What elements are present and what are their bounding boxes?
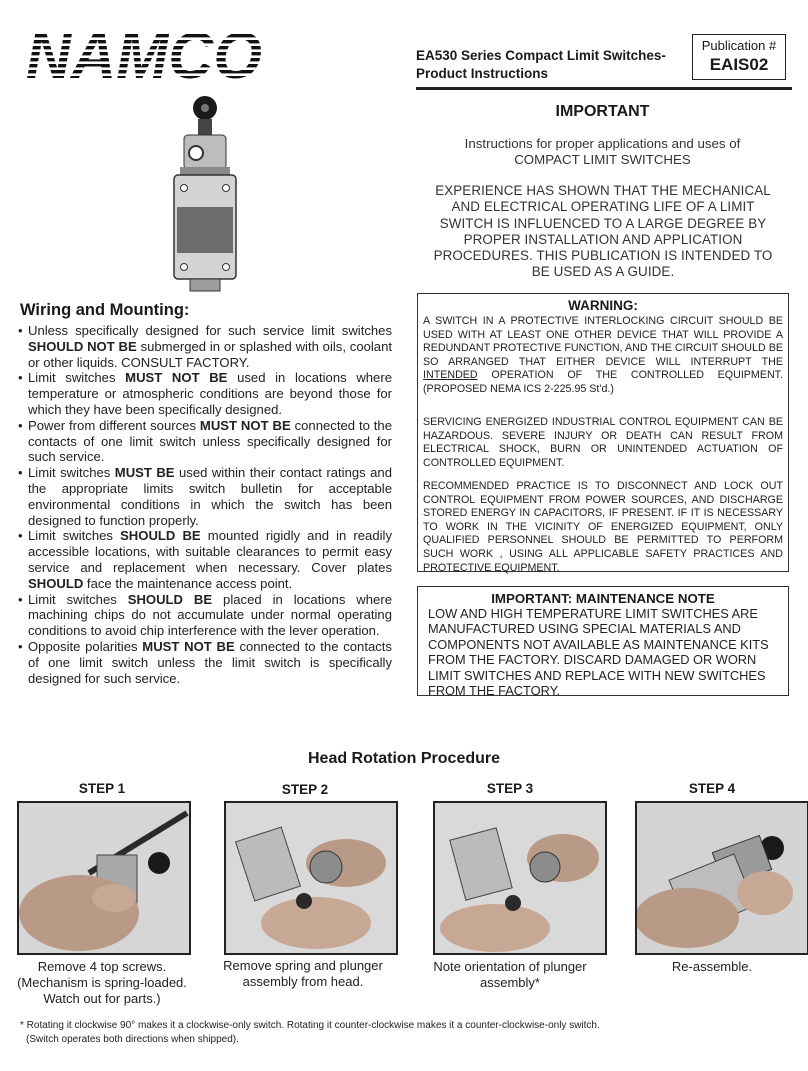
wiring-item: • Limit switches SHOULD BE mounted rigidly and in readily accessible locations, with suitable clearances to permit easy service and replacement when necessary. Cover plates SHOULD face the maintenance access point.	[18, 528, 392, 591]
wiring-heading: Wiring and Mounting:	[20, 301, 190, 319]
statement-line: BE USED AS A GUIDE.	[531, 264, 675, 280]
statement-line: SWITCH IS INFLUENCED TO A LARGE DEGREE BY	[439, 215, 767, 231]
header-divider	[416, 87, 792, 90]
step-3-image	[435, 803, 605, 953]
intro-line: COMPACT LIMIT SWITCHES	[514, 152, 691, 167]
warning-box	[417, 293, 789, 572]
wiring-item: • Opposite polarities MUST NOT BE connected to the contacts of one limit switch unless the limit switch is specifically designed for such service.	[18, 638, 392, 686]
step-2-image	[226, 803, 396, 953]
wiring-item: • Limit switches SHOULD BE placed in locations where machining chips do not accumulate under normal operating conditions to avoid chip interference with the lever operation.	[18, 591, 392, 639]
step-2-caption: Remove spring and plunger assembly from head.	[223, 958, 383, 989]
step-2-title: STEP 2	[281, 782, 329, 797]
statement-line: PROPER INSTALLATION AND APPLICATION	[463, 231, 743, 247]
warning-paragraph: A SWITCH IN A PROTECTIVE INTERLOCKING CIRCUIT SHOULD BE USED WITH AT LEAST ONE OTHER DEVICE THAT WILL PROVIDE A REDUNDANT PROTECTIVE FUNCTION, AND THE CIRCUIT SHOULD BE SO ARRANGED THAT EITHER DEVICE WILL INTERRUPT THE INTENDED OPERATION OF THE CONTROLLED EQUIPMENT. (PROPOSED NEMA ICS 2-225.95 St'd.)	[423, 315, 783, 395]
rotation-heading: Head Rotation Procedure	[307, 750, 501, 767]
wiring-item: • Power from different sources MUST NOT BE connected to the contacts of one limit switch unless specifically designed for such service.	[18, 417, 392, 465]
step-4-title: STEP 4	[688, 781, 736, 796]
warning-paragraph: SERVICING ENERGIZED INDUSTRIAL CONTROL EQUIPMENT CAN BE HAZARDOUS. SEVERE INJURY OR DEATH CAN RESULT FROM ELECTRICAL SHOCK, BURN OR UNINTENDED ACTUATION OF CONTROLLED EQUIPMENT.	[423, 416, 783, 469]
wiring-item: • Limit switches MUST BE used within their contact ratings and the appropriate limits switch bulletin for acceptable environmental conditions in which the switch has been designed to function properly.	[18, 465, 392, 528]
step-4-image	[637, 803, 807, 953]
bullet: •	[18, 417, 23, 433]
bullet: •	[18, 528, 23, 544]
footnote	[20, 1019, 800, 1047]
wiring-item: • Limit switches MUST NOT BE used in locations where temperature or atmospheric conditions are beyond those for which they have been specifically designed.	[18, 370, 392, 417]
step-3-title: STEP 3	[486, 781, 534, 796]
maintenance-line: FROM THE FACTORY. DISCARD DAMAGED OR WORN	[428, 652, 757, 668]
warning-heading: WARNING:	[568, 298, 638, 313]
statement-line: PROCEDURES. THIS PUBLICATION IS INTENDED TO	[433, 248, 773, 264]
important-intro	[415, 136, 790, 168]
step-4-caption: Re-assemble.	[671, 959, 753, 974]
bullet: •	[18, 638, 23, 654]
document-title	[416, 47, 686, 83]
wiring-item: • Unless specifically designed for such service limit switches SHOULD NOT BE submerged in or splashed with oils, coolant or other liquids. CONSULT FACTORY.	[18, 323, 393, 370]
limit-switch-illustration	[160, 95, 250, 295]
logo-text: NAMCO	[26, 22, 262, 86]
statement-line: EXPERIENCE HAS SHOWN THAT THE MECHANICAL	[435, 183, 771, 198]
step-4-photo	[635, 801, 808, 955]
step-1-image	[19, 803, 189, 953]
wiring-list	[18, 323, 392, 686]
title-line-1: EA530 Series Compact Limit Switches-	[416, 48, 666, 63]
bullet: •	[18, 323, 23, 338]
publication-label: Publication #	[701, 38, 777, 53]
maintenance-line: LOW AND HIGH TEMPERATURE LIMIT SWITCHES ARE	[428, 606, 758, 621]
maintenance-line: FROM THE FACTORY.	[428, 683, 561, 699]
statement-line: AND ELECTRICAL OPERATING LIFE OF A LIMIT	[451, 199, 755, 215]
footnote-line: * Rotating it clockwise 90° makes it a clockwise-only switch. Rotating it counter-clockwise makes it a counter-clockwise-only switch.	[20, 1020, 600, 1031]
step-1-photo	[17, 801, 191, 955]
title-line-2: Product Instructions	[416, 66, 549, 81]
step-1-title: STEP 1	[78, 781, 126, 796]
step-1-caption: Remove 4 top screws. (Mechanism is spring-loaded. Watch out for parts.)	[17, 959, 187, 1006]
maintenance-note-box	[417, 586, 789, 699]
maintenance-text	[428, 606, 783, 698]
maintenance-line: LIMIT SWITCHES AND REPLACE WITH NEW SWITCHES	[428, 667, 766, 683]
bullet: •	[18, 591, 23, 607]
maintenance-line: COMPONENTS NOT AVAILABLE AS MAINTENANCE KITS	[428, 636, 769, 652]
namco-logo	[24, 22, 264, 86]
step-2-photo	[224, 801, 398, 955]
warning-paragraph: RECOMMENDED PRACTICE IS TO DISCONNECT AND LOCK OUT CONTROL EQUIPMENT FROM POWER SOURCES, AND DISCHARGE STORED ENERGY IN CAPACITORS, IF PRESENT. IF IT IS NECESSARY TO WORK IN THE VICINITY OF ENERGIZED EQUIPMENT, ONLY QUALIFIED PERSONNEL SHOULD BE PERMITTED TO PERFORM SUCH WORK , USING ALL APPLICABLE SAFETY PRACTICES AND PROTECTIVE EQUIPMENT.	[423, 480, 783, 574]
bullet: •	[18, 465, 23, 481]
important-heading: IMPORTANT	[555, 103, 650, 120]
step-3-caption: Note orientation of plunger assembly*	[433, 959, 587, 990]
bullet: •	[18, 370, 23, 386]
publication-box	[692, 34, 786, 80]
important-statement	[418, 183, 788, 281]
intro-line: Instructions for proper applications and uses of	[464, 136, 741, 151]
step-3-photo	[433, 801, 607, 955]
publication-number: EAIS02	[709, 55, 769, 74]
maintenance-heading: IMPORTANT: MAINTENANCE NOTE	[491, 591, 715, 606]
maintenance-line: MANUFACTURED USING SPECIAL MATERIALS AND	[428, 621, 741, 637]
footnote-line: (Switch operates both directions when shipped).	[26, 1034, 239, 1045]
